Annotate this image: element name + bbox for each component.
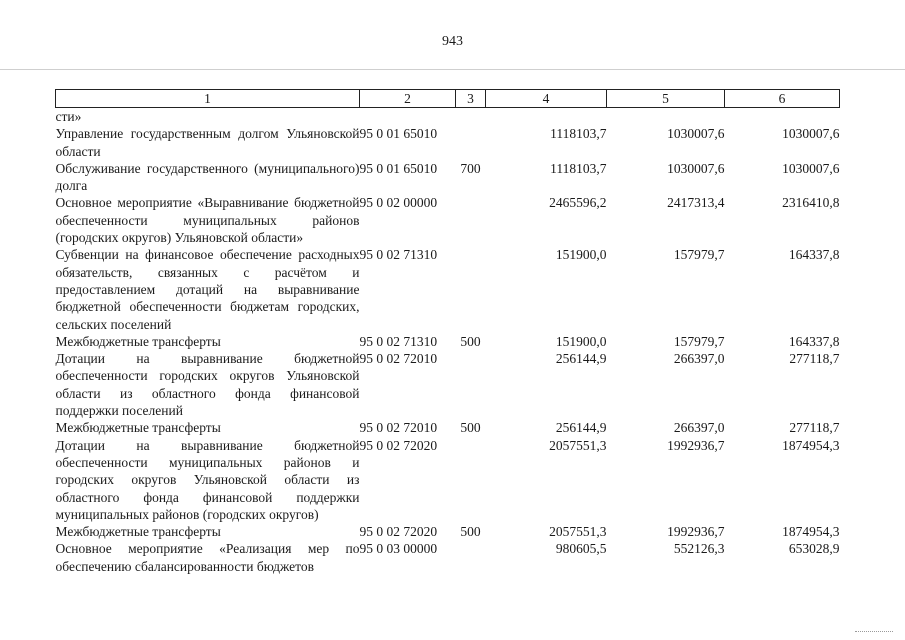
- amount-cell: 1118103,7: [550, 160, 607, 176]
- amount-cell: 980605,5: [555, 541, 607, 557]
- amount-cell: 151900,0: [555, 247, 607, 263]
- target-article-code-cell: 95 0 01 65010: [359, 126, 438, 142]
- amount-cell: 653028,9: [788, 541, 840, 557]
- amount-cell: 2465596,2: [549, 195, 607, 211]
- table-row: [56, 540, 840, 575]
- table-body: [56, 108, 840, 576]
- amount-cell: 256144,9: [555, 351, 607, 367]
- table-row: [56, 350, 840, 419]
- expense-type-cell: [456, 194, 486, 246]
- target-article-code-cell: 95 0 02 72010: [359, 351, 438, 367]
- row-name-cell: Межбюджетные трансферты: [55, 420, 221, 436]
- table-row: [56, 194, 840, 246]
- amount-cell: [607, 108, 725, 126]
- amount-cell: 256144,9: [555, 420, 607, 436]
- expense-type-cell: [456, 350, 486, 419]
- amount-cell: 1874954,3: [782, 524, 840, 540]
- column-header: 2: [360, 90, 456, 108]
- column-header: 3: [456, 90, 486, 108]
- expense-type-cell: [456, 437, 486, 523]
- column-header: 5: [607, 90, 725, 108]
- amount-cell: 266397,0: [673, 420, 725, 436]
- amount-cell: 164337,8: [788, 247, 840, 263]
- row-name-cell: Основное мероприятие «Реализация мер по обеспечению сбалансированности бюджетов: [55, 541, 360, 574]
- row-name-cell: Основное мероприятие «Выравнивание бюджетной обеспеченности муниципальных районов (городских округов) Ульяновской области»: [55, 195, 360, 246]
- amount-cell: 2417313,4: [667, 195, 725, 211]
- expense-type-cell: [456, 108, 486, 126]
- row-name-cell: Управление государственным долгом Ульяновской области: [55, 126, 360, 159]
- amount-cell: 277118,7: [789, 420, 840, 436]
- expense-type-cell: 500: [460, 333, 481, 349]
- row-name-cell: Межбюджетные трансферты: [55, 524, 221, 540]
- column-header: 6: [725, 90, 840, 108]
- expense-type-cell: [456, 246, 486, 332]
- amount-cell: 2057551,3: [549, 524, 607, 540]
- row-name-cell: Межбюджетные трансферты: [55, 333, 221, 349]
- amount-cell: 1030007,6: [667, 126, 725, 142]
- expense-type-cell: [456, 125, 486, 160]
- amount-cell: 157979,7: [673, 247, 725, 263]
- expense-type-cell: [456, 540, 486, 575]
- row-name-cell: Дотации на выравнивание бюджетной обеспеченности городских округов Ульяновской области из областного фонда финансовой поддержки поселений: [55, 351, 360, 419]
- header-rule: [0, 69, 905, 70]
- amount-cell: 157979,7: [673, 333, 725, 349]
- amount-cell: 164337,8: [788, 333, 840, 349]
- expense-type-cell: 700: [460, 160, 481, 176]
- expense-type-cell: 500: [460, 420, 481, 436]
- column-header: 4: [486, 90, 607, 108]
- table-row: [56, 108, 840, 126]
- target-article-code-cell: 95 0 03 00000: [359, 541, 438, 557]
- target-article-code-cell: 95 0 02 00000: [359, 195, 438, 211]
- amount-cell: 1992936,7: [667, 437, 725, 453]
- target-article-code-cell: 95 0 01 65010: [359, 160, 438, 176]
- budget-table: [55, 89, 840, 575]
- amount-cell: [725, 108, 840, 126]
- amount-cell: 1030007,6: [782, 160, 840, 176]
- table-row: [56, 523, 840, 540]
- amount-cell: 1030007,6: [782, 126, 840, 142]
- amount-cell: 266397,0: [673, 351, 725, 367]
- amount-cell: 1874954,3: [782, 437, 840, 453]
- amount-cell: 2316410,8: [782, 195, 840, 211]
- target-article-code-cell: [360, 108, 456, 126]
- row-name-cell: сти»: [55, 109, 82, 124]
- row-name-cell: Субвенции на финансовое обеспечение расходных обязательств, связанных с расчётом и предоставлением дотаций на выравнивание бюджетной обеспеченности бюджетам городских, сельских поселений: [55, 247, 360, 332]
- target-article-code-cell: 95 0 02 72020: [359, 524, 438, 540]
- amount-cell: [486, 108, 607, 126]
- row-name-cell: Обслуживание государственного (муниципального) долга: [55, 160, 360, 194]
- amount-cell: 552126,3: [673, 541, 725, 557]
- column-header: 1: [56, 90, 360, 108]
- table-row: [56, 419, 840, 436]
- amount-cell: 151900,0: [555, 333, 607, 349]
- table-row: [56, 437, 840, 523]
- target-article-code-cell: 95 0 02 72020: [359, 437, 438, 453]
- column-header-row: [56, 90, 840, 108]
- target-article-code-cell: 95 0 02 71310: [359, 333, 438, 349]
- table-row: [56, 333, 840, 350]
- target-article-code-cell: 95 0 02 72010: [359, 420, 438, 436]
- table-row: [56, 246, 840, 332]
- target-article-code-cell: 95 0 02 71310: [359, 247, 438, 263]
- row-name-cell: Дотации на выравнивание бюджетной обеспеченности муниципальных районов и городских округов Ульяновской области из областного фонда финансовой поддержки муниципальных районов (городских округов): [55, 437, 360, 522]
- page-number: 943: [442, 34, 463, 49]
- amount-cell: 277118,7: [789, 351, 840, 367]
- table-row: [56, 160, 840, 195]
- amount-cell: 1030007,6: [667, 160, 725, 176]
- amount-cell: 2057551,3: [549, 437, 607, 453]
- amount-cell: 1118103,7: [550, 126, 607, 142]
- expense-type-cell: 500: [460, 524, 481, 540]
- amount-cell: 1992936,7: [667, 524, 725, 540]
- scan-artifact: [855, 623, 893, 632]
- table-row: [56, 125, 840, 160]
